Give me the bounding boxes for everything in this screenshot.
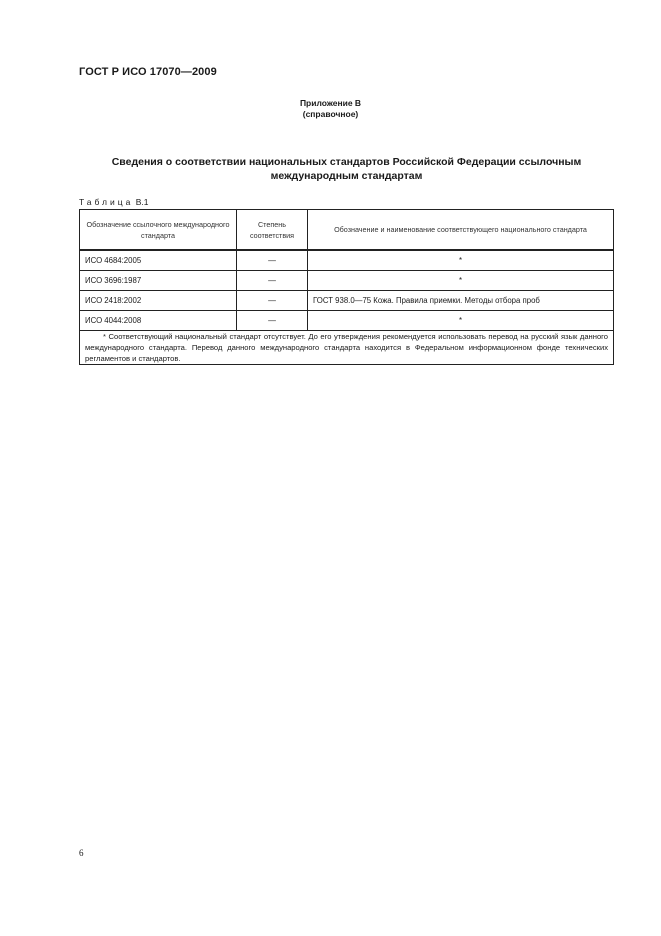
cell-national: * [308, 250, 614, 271]
cell-intl: ИСО 2418:2002 [80, 291, 237, 311]
cell-intl: ИСО 3696:1987 [80, 271, 237, 291]
table-header-row [80, 210, 614, 251]
column-header-intl: Обозначение ссылочного международного стандарта [80, 210, 237, 251]
page-number: 6 [79, 848, 84, 858]
table-caption-number: В.1 [135, 197, 149, 207]
correspondence-table [79, 209, 614, 365]
document-code: ГОСТ Р ИСО 17070—2009 [79, 66, 217, 78]
annex-label: Приложение В [299, 98, 362, 108]
annex-header [0, 98, 661, 120]
column-header-national: Обозначение и наименование соответствующего национального стандарта [308, 210, 614, 251]
table-caption-prefix: Таблица [79, 197, 134, 207]
cell-national: ГОСТ 938.0—75 Кожа. Правила приемки. Методы отбора проб [308, 291, 614, 311]
cell-degree: — [237, 271, 308, 291]
cell-intl: ИСО 4684:2005 [80, 250, 237, 271]
annex-type: (справочное) [302, 109, 359, 119]
annex-title-line-2: международным стандартам [270, 170, 423, 182]
annex-title [79, 155, 614, 183]
cell-national: * [308, 311, 614, 331]
table-row [80, 311, 614, 331]
cell-degree: — [237, 311, 308, 331]
table-row [80, 250, 614, 271]
table-row [80, 291, 614, 311]
cell-degree: — [237, 250, 308, 271]
cell-degree: — [237, 291, 308, 311]
column-header-degree: Степень соответствия [237, 210, 308, 251]
cell-national: * [308, 271, 614, 291]
table-footnote: * Соответствующий национальный стандарт отсутствует. До его утверждения рекомендуется использовать перевод на русский язык данного международного стандарта. Перевод данного международного стандарта находится в Федеральном информационном фонде технических регламентов и стандартов. [80, 331, 614, 365]
cell-intl: ИСО 4044:2008 [80, 311, 237, 331]
table-caption [79, 197, 148, 207]
table-footnote-row [80, 331, 614, 365]
table-row [80, 271, 614, 291]
annex-title-line-1: Сведения о соответствии национальных стандартов Российской Федерации ссылочным [111, 156, 582, 168]
